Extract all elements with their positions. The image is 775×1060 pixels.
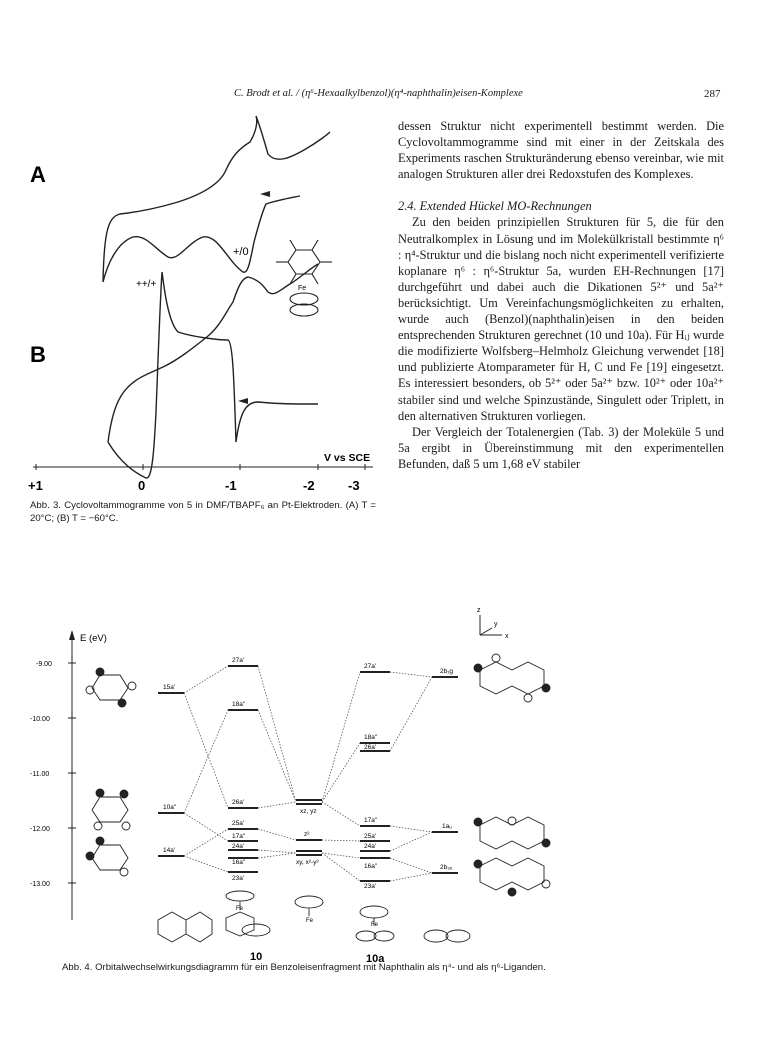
naphthalin-eta6-right: [424, 930, 470, 942]
axis-x-label: x: [505, 633, 509, 640]
molecule-5-sketch: [276, 240, 332, 316]
running-header: [0, 88, 775, 104]
benzene-fe-sketch: [295, 896, 323, 916]
tick-label: -1: [225, 478, 237, 493]
tick-label: +1: [28, 478, 43, 493]
figure-3-caption: Abb. 3. Cyclovoltammogramme von 5 in DMF/TBAPF₆ an Pt-Elektroden. (A) T = 20°C; (B) T = −60°C.: [30, 500, 376, 524]
level-label: 27a': [364, 663, 377, 670]
page-number: 287: [704, 88, 721, 100]
annot-plus-zero: +/0: [233, 246, 249, 258]
tick-label: -3: [348, 478, 360, 493]
compound-10a-label: 10a: [366, 953, 385, 965]
section-heading: 2.4. Extended Hückel MO-Rechnungen: [398, 199, 592, 214]
right-text-column: [398, 118, 724, 472]
level-label: 15a': [163, 684, 176, 691]
y-tick-label: -9.00: [36, 661, 52, 668]
fe-label: Fe: [298, 285, 307, 292]
level-label: 24a': [232, 843, 245, 850]
level-label: 27a': [232, 657, 245, 664]
fe-label: Fe: [306, 918, 314, 924]
level-label: xy, x²-y²: [296, 859, 319, 866]
complex-10-sketch: [226, 891, 270, 936]
annot-2plus-plus: ++/+: [136, 279, 157, 290]
level-label: 2b₁g: [440, 668, 454, 675]
running-title: C. Brodt et al. / (η⁶-Hexaalkylbenzol)(η⁴-naphthalin)eisen-Komplexe: [234, 88, 523, 99]
level-label: 25a': [232, 820, 245, 827]
y-tick-label: -10.00: [30, 716, 50, 723]
figure-4-orbital-diagram: [30, 600, 760, 965]
level-label: 23a': [232, 875, 245, 882]
paragraph-2: Zu den beiden prinzipiellen Strukturen für 5, die für den Neutralkomplex in Lösung und im Molekülkristall bestimmte η⁶ : η⁴-Struktur und die bislang noch nicht experimentell verifizierte koplanare η⁶ : η⁶-Struktur 5a, wurden EH-Rechnungen [17] durchgeführt und dabei auch die Dikationen 5²⁺ und 5a²⁺ berücksichtigt. Um Vereinfachungsmöglichkeiten zu erhalten, wurde auch (Benzol)(naphthalin)eisen in den beiden entsprechenden Strukturen gerechnet (10 und 10a). Für Hᵢⱼ wurde die modifizierte Wolfsberg–Helmholz Gleichung verwendet [18] und publizierte Atomparameter für H, C und Fe [19] eingesetzt. Es interessiert besonders, ob 5²⁺ oder 5a²⁺ bzw. 10²⁺ oder 10a²⁺ stabiler sind und welche Spinzustände, Singulett oder Triplett, in den alternativen Strukturen vorliegen.: [398, 215, 724, 423]
level-label: 1aᵤ: [442, 823, 452, 830]
orbital-1au-sketch: [474, 817, 550, 849]
level-label: 25a': [364, 833, 377, 840]
coordinate-axes-icon: [480, 615, 502, 635]
orbital-15a-sketch: [86, 668, 136, 707]
figure-3-cyclic-voltammogram: [28, 112, 378, 512]
left-fragment-levels: [158, 693, 184, 856]
level-label: 24a': [364, 843, 377, 850]
axis-unit-label: V vs SCE: [324, 452, 371, 464]
level-label: 17a'': [364, 817, 378, 824]
fe-label: Fe: [236, 906, 244, 912]
axis-y-label: y: [494, 621, 498, 628]
correlation-lines: [184, 666, 432, 881]
complex-10-levels: [228, 666, 258, 872]
level-label: 18a'': [364, 734, 378, 741]
orbital-14a-sketch: [86, 837, 128, 876]
arrow-up-icon: [69, 630, 75, 640]
fe-label: Fe: [371, 922, 379, 928]
energy-axis-title: E (eV): [80, 633, 107, 644]
figure-4-caption: Abb. 4. Orbitalwechselwirkungsdiagramm für ein Benzoleisenfragment mit Naphthalin als η⁴- und als η⁶-Liganden.: [62, 962, 546, 973]
paragraph-1: dessen Struktur nicht experimentell bestimmt werden. Die Cyclovoltammogramme sind mit einer in der Zeitskala des Experiments raschen Strukturänderung ebenso vereinbar, wie mit analogen Strukturen aller drei Redoxstufen des Komplexes.: [398, 119, 724, 182]
level-label: 2b₃ᵤ: [440, 864, 453, 871]
level-label: 10a'': [163, 804, 177, 811]
y-tick-label: -11.00: [30, 771, 50, 778]
level-label: 14a': [163, 847, 176, 854]
orbital-10a-sketch: [92, 789, 130, 830]
naphthalin-eta4-left: [158, 912, 212, 942]
paragraph-3: Der Vergleich der Totalenergien (Tab. 3) der Moleküle 5 und 5a ergibt in Übereinstimmung mit den experimentellen Befunden, daß 5 um 1,68 eV stabiler: [398, 424, 724, 471]
compound-10-label: 10: [250, 951, 263, 963]
tick-label: 0: [138, 478, 146, 493]
level-label: 16a'': [364, 863, 378, 870]
level-label: 26a': [364, 744, 377, 751]
trace-b-curve: [108, 264, 318, 478]
level-label: 26a': [232, 799, 245, 806]
arrow-icon: [260, 191, 270, 197]
trace-b-label: B: [30, 342, 46, 367]
y-tick-label: -12.00: [30, 826, 50, 833]
tick-label: -2: [303, 478, 315, 493]
arrow-icon: [238, 398, 248, 404]
y-tick-label: -13.00: [30, 881, 50, 888]
trace-a-label: A: [30, 162, 46, 187]
level-label: 23a': [364, 883, 377, 890]
level-label: 18a'': [232, 701, 246, 708]
level-label: xz, yz: [300, 808, 317, 815]
level-label: 17a'': [232, 833, 246, 840]
level-label: 16a'': [232, 859, 246, 866]
orbital-2b3u-sketch: [474, 858, 550, 896]
axis-z-label: z: [477, 607, 481, 614]
right-fragment-levels: [432, 677, 458, 873]
level-label: z²: [304, 831, 310, 838]
trace-a-curve: [103, 116, 330, 282]
structure-sketches: [158, 891, 470, 942]
orbital-2b1g-sketch: [474, 654, 550, 702]
